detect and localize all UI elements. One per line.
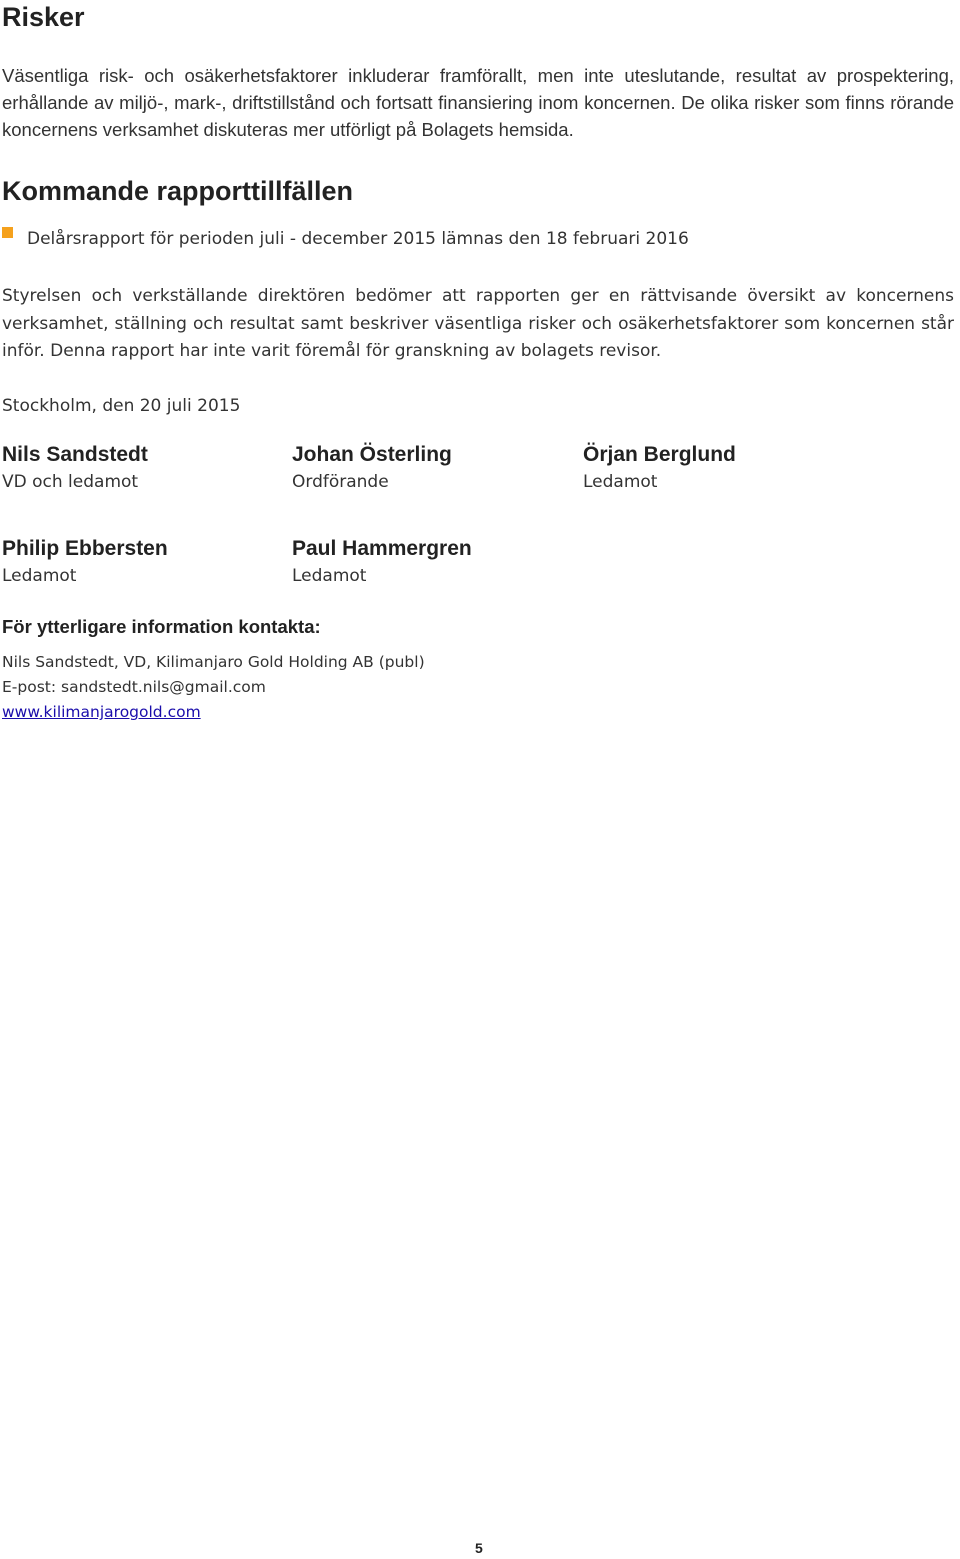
signatory-1 bbox=[2, 441, 282, 496]
signatory-role: Ledamot bbox=[292, 566, 367, 586]
signatory-name: Philip Ebbersten bbox=[2, 537, 168, 560]
signatory-name: Nils Sandstedt bbox=[2, 443, 148, 466]
board-statement: Styrelsen och verkställande direktören bedömer att rapporten ger en rättvisande översikt av koncernens verksamhet, ställning och resultat samt beskriver väsentliga risker och osäkerhetsfaktorer som koncernen står inför. Denna rapport har inte varit föremål för granskning av bolagets revisor. bbox=[2, 286, 954, 361]
contact-person: Nils Sandstedt, VD, Kilimanjaro Gold Holding AB (publ) bbox=[2, 653, 425, 671]
signatory-name: Johan Österling bbox=[292, 443, 452, 466]
signatory-role: Ledamot bbox=[583, 472, 658, 492]
contact-email: E-post: sandstedt.nils@gmail.com bbox=[2, 678, 266, 696]
signatory-name: Örjan Berglund bbox=[583, 443, 736, 466]
place-and-date: Stockholm, den 20 juli 2015 bbox=[2, 396, 241, 416]
signatory-name: Paul Hammergren bbox=[292, 537, 472, 560]
website-link[interactable]: www.kilimanjarogold.com bbox=[2, 703, 201, 721]
signatory-5 bbox=[292, 535, 572, 590]
risks-heading: Risker bbox=[2, 2, 85, 32]
contact-heading: För ytterligare information kontakta: bbox=[2, 616, 321, 637]
reporting-list-item bbox=[2, 226, 689, 252]
reporting-heading: Kommande rapporttillfällen bbox=[2, 176, 354, 206]
page-number: 5 bbox=[475, 1540, 483, 1556]
contact-details bbox=[2, 650, 425, 725]
signatory-2 bbox=[292, 441, 572, 496]
reporting-item-text: Delårsrapport för perioden juli - december 2015 lämnas den 18 februari 2016 bbox=[27, 229, 689, 249]
signatory-4 bbox=[2, 535, 282, 590]
signatory-3 bbox=[583, 441, 863, 496]
square-bullet-icon bbox=[2, 227, 13, 238]
signatory-role: VD och ledamot bbox=[2, 472, 139, 492]
risks-paragraph: Väsentliga risk- och osäkerhetsfaktorer inkluderar framförallt, men inte uteslutande, resultat av prospektering, erhållande av miljö-, mark-, driftstillstånd och fortsatt finansiering inom koncernen. De olika risker som finns rörande koncernens verksamhet diskuteras mer utförligt på Bolagets hemsida. bbox=[2, 65, 954, 140]
signatory-role: Ordförande bbox=[292, 472, 389, 492]
signatory-role: Ledamot bbox=[2, 566, 77, 586]
